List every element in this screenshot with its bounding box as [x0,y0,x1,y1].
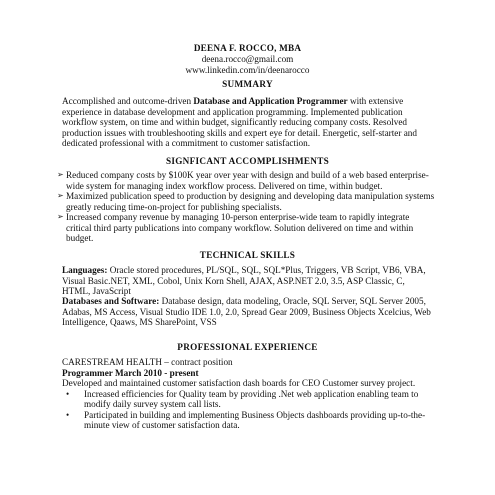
summary-heading: SUMMARY [222,79,273,89]
arrow-bullet-icon: ➢ [57,212,64,221]
database-skills [62,296,434,328]
candidate-name: DEENA F. ROCCO, MBA [193,43,302,53]
summary-text-end: with extensive experience in database development and application programming. Implemented publication workflow system, on time and within budget, significantly reducing company costs. Resolved production issues with troubleshooting skills and expert eye for detail. Energetic, self-starter and dedicated professional with a commitment to customer satisfaction. [62,96,417,148]
accomplishment-text: Maximized publication speed to production by designing and developing data manipulation systems greatly reducing time-on-project for publishing specialists. [66,191,435,212]
languages-skills [62,265,434,297]
job-bullet-list [62,389,442,431]
summary-text-start: Accomplished and outcome-driven [62,96,194,106]
experience-heading: PROFESSIONAL EXPERIENCE [177,342,318,352]
resume-header [0,43,495,75]
bullet-dot-icon: • [66,409,70,420]
accomplishments-list [57,170,437,244]
skills-heading: TECHNICAL SKILLS [199,250,296,260]
list-item [62,389,442,410]
databases-text: Database design, data modeling, Oracle, SQL Server, SQL Server 2005, Adabas, MS Access, Visual Studio IDE 1.0, 2.0, Spread Gear 2009, Business Objects Xcelcius, Web Intelligence, Qaaws, MS SharePoint, VSS [62,296,431,327]
languages-text: Oracle stored procedures, PL/SQL, SQL, SQL*Plus, Triggers, VB Script, VB6, VBA, Visual Basic.NET, XML, Cobol, Unix Korn Shell, AJAX, ASP.NET 2.0, 3.5, ASP Classic, C, HTML, JavaScript [62,265,426,296]
languages-label: Languages: [62,265,108,275]
job-description: Developed and maintained customer satisfaction dash boards for CEO Customer survey project. [62,378,416,388]
job-entry [62,357,442,431]
summary-text [62,96,434,149]
list-item [57,212,437,244]
linkedin-url: www.linkedin.com/in/deenarocco [185,64,310,75]
accomplishment-text: Reduced company costs by $100K year over year with design and build of a web based enterprise-wide system for managing index workflow process. Delivered on time, within budget. [66,170,429,191]
email-address: deena.rocco@gmail.com [201,54,294,64]
bullet-dot-icon: • [66,388,70,399]
job-bullet-text: Increased efficiencies for Quality team by providing .Net web application enabling team to modify daily survey system call lists. [84,388,419,409]
arrow-bullet-icon: ➢ [57,170,64,179]
list-item [62,410,442,431]
databases-label: Databases and Software: [62,296,160,306]
accomplishments-heading: SIGNFICANT ACCOMPLISHMENTS [165,156,330,166]
list-item [57,191,437,212]
arrow-bullet-icon: ➢ [57,191,64,200]
company-name: CARESTREAM HEALTH – contract position [62,357,233,367]
accomplishment-text: Increased company revenue by managing 10-person enterprise-wide team to rapidly integrate critical third party publications into company workflow. Solution delivered on time and within budget. [66,212,414,243]
list-item [57,170,437,191]
summary-job-title: Database and Application Programmer [193,96,348,106]
job-bullet-text: Participated in building and implementing Business Objects dashboards providing up-to-the-minute view of customer satisfaction data. [84,409,426,430]
job-role: Programmer March 2010 - present [62,367,199,378]
